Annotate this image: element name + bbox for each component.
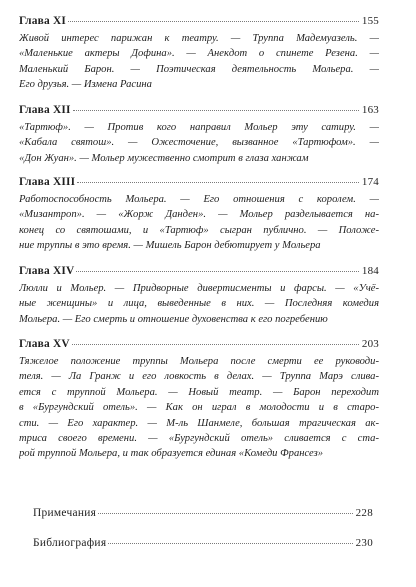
notes-title: Примечания [33,507,97,519]
summary-line: Тяжелое положение труппы Мольера после смерти ее руководи- [19,356,379,367]
summary-line: теля. — Ла Гранж и его ловкость в делах. — Труппа Марэ слива- [19,371,379,383]
summary-line: ные женщины» и лица, выведенные в них. — Последняя комедия [19,298,379,310]
summary-line: рой труппой Мольера, и так образуется единая «Комеди Франсез» [19,448,324,460]
summary-line: триса своего времени. — «Бургундский отель» сливается с ста- [19,433,379,445]
summary-line: конец со святошами, и «Тартюф» сыгран публично. — Положе- [19,224,379,236]
leader-dots [73,110,359,111]
notes-heading [33,507,373,523]
summary-line: ется с труппой Мольера. — Новый театр. — Барон переходит [19,386,379,398]
toc-entry-bibliography [33,537,373,553]
chapter-title: Глава XIV [19,265,75,277]
summary-line: Работоспособность Мольера. — Его отношения с королем. — [19,194,379,205]
summary-line: ние труппы в это время. — Мишель Барон дебютирует у Мольера [19,240,321,252]
summary-line: в «Бургундский отель». — Как он играл в молодости и в старо- [19,402,379,414]
page-number: 228 [355,507,373,519]
page-number: 230 [355,537,373,549]
chapter-title: Глава XIII [19,176,76,188]
page-number: 203 [361,338,379,350]
chapter-title: Глава XII [19,104,71,116]
summary-line: «Кабала святош». — Ожесточение, вызванное «Тартюфом». — [19,137,379,149]
leader-dots [68,21,359,22]
toc-entry-chapter-12 [19,104,379,166]
leader-dots [98,513,352,514]
summary-line: Маленький Барон. — Поэтическая деятельность Мольера. — [19,63,379,75]
chapter-heading [19,338,379,354]
summary-line: «Маленькие актеры Дофина». — Анекдот о спинете Резена. — [19,48,379,60]
chapter-heading [19,15,379,31]
leader-dots [76,271,358,272]
summary-line: Живой интерес парижан к театру. — Труппа Мадемуазель. — [19,33,379,44]
summary-line: сти. — Его характер. — М-ль Шанмеле, большая трагическая ак- [19,417,379,429]
leader-dots [72,344,359,345]
bibliography-title: Библиография [33,537,107,549]
chapter-heading [19,265,379,281]
chapter-title: Глава XV [19,338,70,350]
page-number: 184 [361,265,379,277]
summary-line: «Тартюф». — Против кого направил Мольер эту сатиру. — [19,122,379,133]
toc-entry-chapter-14 [19,265,379,327]
bibliography-heading [33,537,373,553]
summary-line: Мольера. — Его смерть и отношение духовенства к его погребению [19,313,328,325]
leader-dots [108,543,352,544]
leader-dots [77,182,359,183]
summary-line: Его друзья. — Измена Расина [19,79,152,91]
chapter-title: Глава XI [19,15,67,27]
page-number: 174 [361,176,379,188]
summary-line: «Дон Жуан». — Мольер мужественно смотрит в глаза ханжам [19,152,309,164]
summary-line: «Мизантроп». — «Жорж Данден». — Мольер разделывается на- [19,209,379,221]
chapter-heading [19,104,379,120]
page-number: 163 [361,104,379,116]
toc-entry-chapter-15 [19,338,379,462]
toc-entry-chapter-11 [19,15,379,93]
toc-entry-chapter-13 [19,176,379,254]
toc-entry-notes [33,507,373,523]
summary-line: Люлли и Мольер. — Придворные дивертисменты и фарсы. — «Учё- [19,283,379,294]
page-number: 155 [361,15,379,27]
chapter-heading [19,176,379,192]
